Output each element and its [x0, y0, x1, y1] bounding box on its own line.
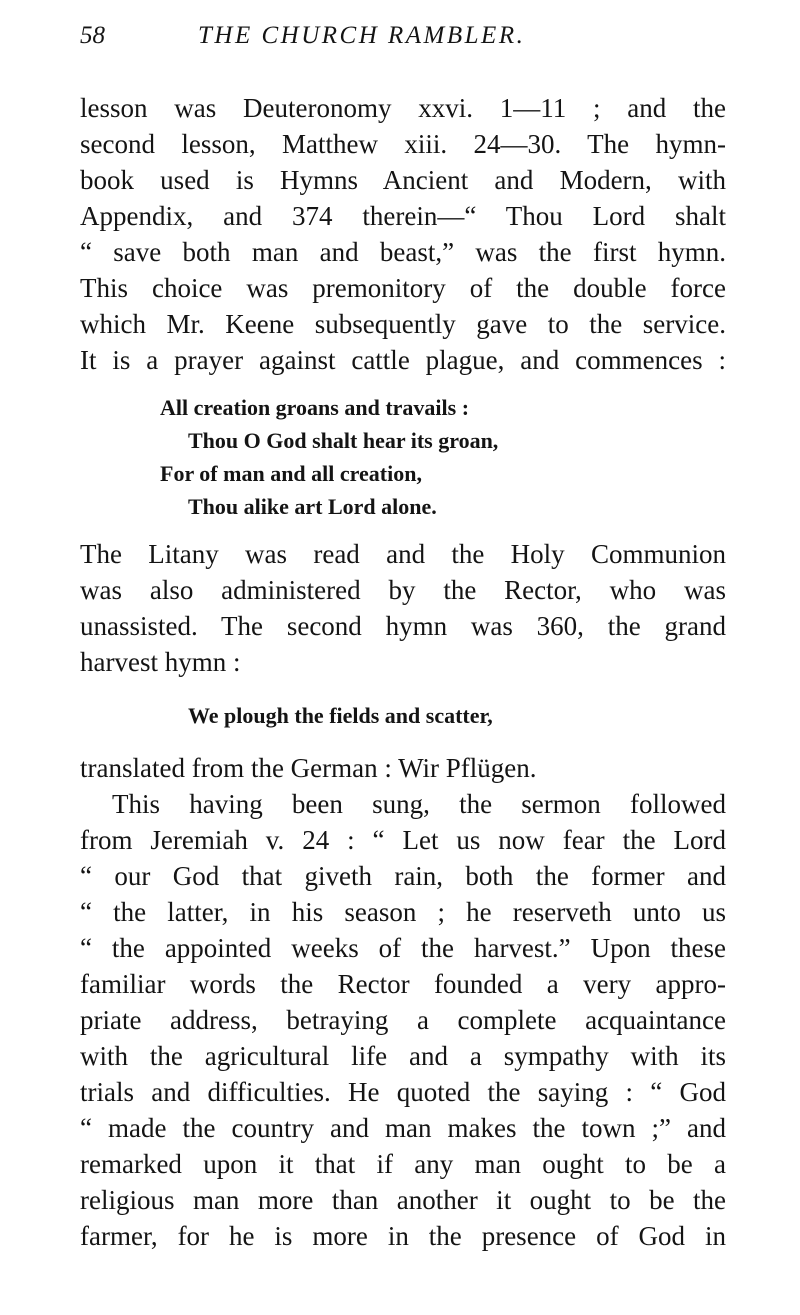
text-line: This choice was premonitory of the double force	[80, 273, 726, 303]
text-line: second lesson, Matthew xiii. 24—30. The hymn-	[80, 129, 726, 159]
text-line: “ made the country and man makes the town ;” and	[80, 1113, 726, 1143]
verse-line: Thou O God shalt hear its groan,	[188, 428, 499, 453]
text-line: “ our God that giveth rain, both the former and	[80, 861, 726, 891]
text-line: unassisted. The second hymn was 360, the grand	[80, 611, 726, 641]
verse-line: For of man and all creation,	[160, 461, 422, 486]
text-line: remarked upon it that if any man ought to be a	[80, 1149, 726, 1179]
text-line: which Mr. Keene subsequently gave to the service.	[80, 309, 726, 339]
text-line: priate address, betraying a complete acquaintance	[80, 1005, 726, 1035]
text-line: “ the appointed weeks of the harvest.” Upon these	[80, 933, 726, 963]
running-title: THE CHURCH RAMBLER.	[198, 22, 526, 49]
verse-line: We plough the fields and scatter,	[188, 703, 493, 728]
text-line: translated from the German : Wir Pflügen.	[80, 753, 537, 783]
text-line: trials and difficulties. He quoted the saying : “ God	[80, 1077, 726, 1107]
text-line: lesson was Deuteronomy xxvi. 1—11 ; and the	[80, 93, 726, 123]
text-line: Appendix, and 374 therein—“ Thou Lord shalt	[80, 201, 726, 231]
page-header	[80, 22, 730, 56]
text-line: religious man more than another it ought to be the	[80, 1185, 726, 1215]
text-line: from Jeremiah v. 24 : “ Let us now fear the Lord	[80, 825, 726, 855]
text-line: It is a prayer against cattle plague, and commences :	[80, 345, 726, 375]
text-line: This having been sung, the sermon followed	[112, 789, 726, 819]
text-line: “ the latter, in his season ; he reserveth unto us	[80, 897, 726, 927]
verse-line: Thou alike art Lord alone.	[188, 494, 437, 519]
verse-line: All creation groans and travails :	[160, 395, 470, 420]
text-line: “ save both man and beast,” was the first hymn.	[80, 237, 726, 267]
text-line: familiar words the Rector founded a very appro-	[80, 969, 726, 999]
text-line: The Litany was read and the Holy Communion	[80, 539, 726, 569]
text-line: book used is Hymns Ancient and Modern, with	[80, 165, 726, 195]
text-line: with the agricultural life and a sympathy with its	[80, 1041, 726, 1071]
text-line: farmer, for he is more in the presence of God in	[80, 1221, 726, 1251]
text-line: was also administered by the Rector, who was	[80, 575, 726, 605]
page-number: 58	[80, 22, 105, 49]
text-line: harvest hymn :	[80, 647, 241, 677]
